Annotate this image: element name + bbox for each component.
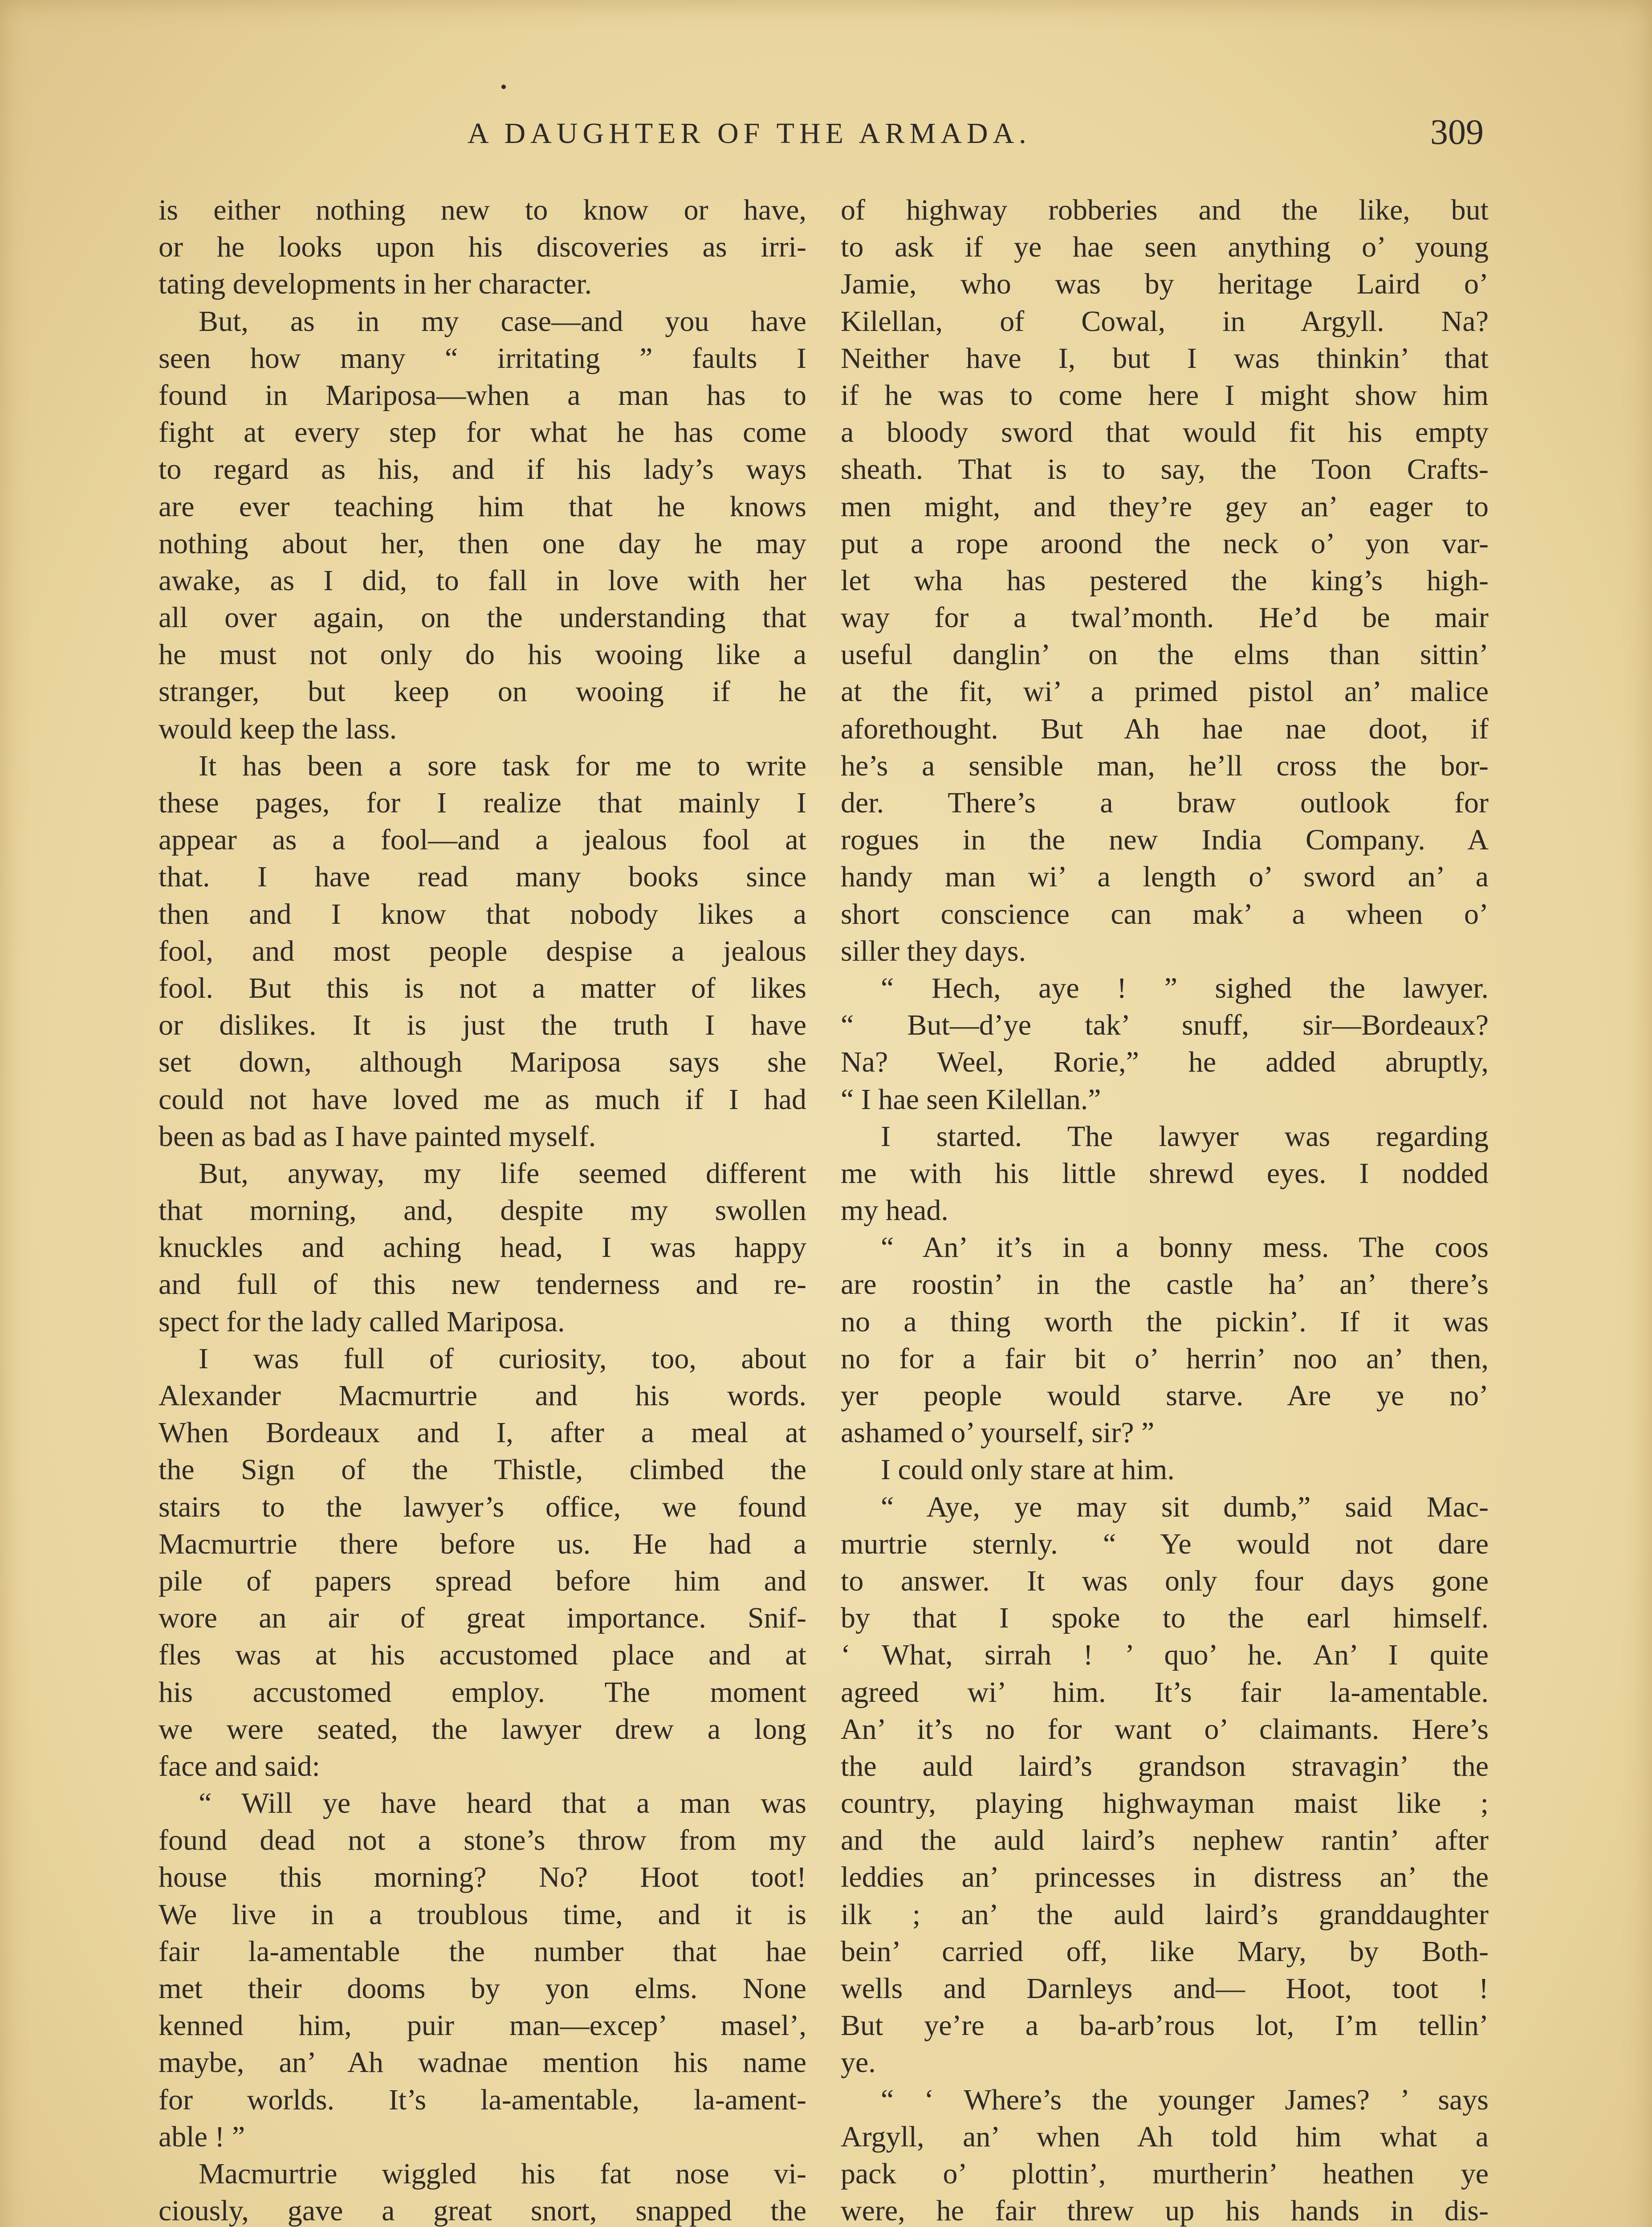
text-line: able ! ” bbox=[159, 2120, 245, 2153]
text-line: found dead not a stone’s throw from my bbox=[159, 1824, 806, 1857]
text-line: Na? Weel, Rorie,” he added abruptly, bbox=[841, 1046, 1489, 1079]
text-line: all over again, on the understanding that bbox=[159, 601, 806, 634]
running-title: A DAUGHTER OF THE ARMADA. bbox=[468, 117, 1031, 150]
text-line: are ever teaching him that he knows bbox=[159, 490, 806, 523]
right-column bbox=[841, 192, 1489, 2227]
text-line: aforethought. But Ah hae nae doot, if bbox=[841, 712, 1489, 745]
text-line: But, as in my case—and you have bbox=[199, 305, 806, 338]
text-line: fool, and most people despise a jealous bbox=[159, 934, 806, 967]
print-speck bbox=[501, 85, 506, 89]
text-line: “ Aye, ye may sit dumb,” said Mac- bbox=[881, 1490, 1489, 1523]
text-line: “ Will ye have heard that a man was bbox=[199, 1787, 806, 1820]
text-line: fight at every step for what he has come bbox=[159, 416, 806, 449]
text-line: to ask if ye hae seen anything o’ young bbox=[841, 231, 1489, 264]
text-line: pack o’ plottin’, murtherin’ heathen ye bbox=[841, 2157, 1489, 2190]
text-line: “ I hae seen Kilellan.” bbox=[841, 1083, 1101, 1116]
text-line: spect for the lady called Mariposa. bbox=[159, 1305, 565, 1338]
text-line: these pages, for I realize that mainly I bbox=[159, 787, 806, 819]
text-line: kenned him, puir man—excep’ masel’, bbox=[159, 2009, 806, 2042]
text-line: When Bordeaux and I, after a meal at bbox=[159, 1416, 806, 1449]
text-line: let wha has pestered the king’s high- bbox=[841, 564, 1489, 597]
text-line: “ An’ it’s in a bonny mess. The coos bbox=[881, 1231, 1489, 1264]
text-line: rogues in the new India Company. A bbox=[841, 824, 1489, 857]
text-line: We live in a troublous time, and it is bbox=[159, 1898, 806, 1931]
text-line: or dislikes. It is just the truth I have bbox=[159, 1009, 806, 1042]
text-line: Macmurtrie wiggled his fat nose vi- bbox=[199, 2157, 806, 2190]
text-line: knuckles and aching head, I was happy bbox=[159, 1231, 806, 1264]
text-line: to answer. It was only four days gone bbox=[841, 1564, 1489, 1597]
text-line: agreed wi’ him. It’s fair la-amentable. bbox=[841, 1676, 1489, 1709]
text-line: face and said: bbox=[159, 1750, 320, 1782]
text-line: wore an air of great importance. Snif- bbox=[159, 1602, 806, 1635]
text-line: Jamie, who was by heritage Laird o’ bbox=[841, 268, 1489, 301]
text-line: ciously, gave a great snort, snapped the bbox=[159, 2194, 806, 2227]
text-line: and the auld laird’s nephew rantin’ after bbox=[841, 1824, 1489, 1857]
left-column bbox=[159, 192, 806, 2227]
text-line: useful danglin’ on the elms than sittin’ bbox=[841, 638, 1489, 671]
text-line: ashamed o’ yourself, sir? ” bbox=[841, 1416, 1155, 1449]
text-line: pile of papers spread before him and bbox=[159, 1564, 806, 1597]
text-line: Argyll, an’ when Ah told him what a bbox=[841, 2120, 1489, 2153]
text-line: der. There’s a braw outlook for bbox=[841, 787, 1489, 819]
text-line: stairs to the lawyer’s office, we found bbox=[159, 1490, 806, 1523]
text-line: could not have loved me as much if I had bbox=[159, 1083, 806, 1116]
text-line: murtrie sternly. “ Ye would not dare bbox=[841, 1527, 1489, 1560]
text-line: It has been a sore task for me to write bbox=[199, 749, 806, 782]
text-line: the auld laird’s grandson stravagin’ the bbox=[841, 1750, 1489, 1782]
text-line: But ye’re a ba-arb’rous lot, I’m tellin’ bbox=[841, 2009, 1489, 2042]
text-line: me with his little shrewd eyes. I nodded bbox=[841, 1157, 1489, 1190]
text-line: met their dooms by yon elms. None bbox=[159, 1972, 806, 2005]
text-line: at the fit, wi’ a primed pistol an’ malice bbox=[841, 675, 1489, 708]
text-line: by that I spoke to the earl himself. bbox=[841, 1602, 1489, 1635]
text-line: put a rope aroond the neck o’ yon var- bbox=[841, 527, 1489, 560]
text-line: sheath. That is to say, the Toon Crafts- bbox=[841, 453, 1489, 486]
text-line: Kilellan, of Cowal, in Argyll. Na? bbox=[841, 305, 1489, 338]
text-line: my head. bbox=[841, 1194, 948, 1227]
text-line: maybe, an’ Ah wadnae mention his name bbox=[159, 2046, 806, 2079]
text-line: would keep the lass. bbox=[159, 712, 397, 745]
text-line: ye. bbox=[841, 2046, 876, 2079]
text-line: were, he fair threw up his hands in dis- bbox=[841, 2194, 1489, 2227]
text-line: that morning, and, despite my swollen bbox=[159, 1194, 806, 1227]
text-line: then and I know that nobody likes a bbox=[159, 897, 806, 930]
text-line: seen how many “ irritating ” faults I bbox=[159, 342, 806, 375]
text-line: awake, as I did, to fall in love with her bbox=[159, 564, 806, 597]
text-line: fair la-amentable the number that hae bbox=[159, 1935, 806, 1968]
text-line: we were seated, the lawyer drew a long bbox=[159, 1713, 806, 1746]
text-line: found in Mariposa—when a man has to bbox=[159, 379, 806, 412]
text-line: nothing about her, then one day he may bbox=[159, 527, 806, 560]
text-line: Alexander Macmurtrie and his words. bbox=[159, 1379, 806, 1412]
text-line: Neither have I, but I was thinkin’ that bbox=[841, 342, 1489, 375]
text-line: way for a twal’month. He’d be mair bbox=[841, 601, 1489, 634]
text-line: stranger, but keep on wooing if he bbox=[159, 675, 806, 708]
text-line: no for a fair bit o’ herrin’ noo an’ then, bbox=[841, 1342, 1489, 1375]
text-line: bein’ carried off, like Mary, by Both- bbox=[841, 1935, 1489, 1968]
text-line: I started. The lawyer was regarding bbox=[881, 1120, 1489, 1153]
text-line: ‘ What, sirrah ! ’ quo’ he. An’ I quite bbox=[841, 1639, 1489, 1672]
text-line: country, playing highwayman maist like ; bbox=[841, 1787, 1489, 1820]
text-line: fool. But this is not a matter of likes bbox=[159, 971, 806, 1004]
text-line: his accustomed employ. The moment bbox=[159, 1676, 806, 1709]
text-line: that. I have read many books since bbox=[159, 861, 806, 893]
text-line: leddies an’ princesses in distress an’ the bbox=[841, 1861, 1489, 1894]
text-line: fles was at his accustomed place and at bbox=[159, 1639, 806, 1672]
text-line: and full of this new tenderness and re- bbox=[159, 1268, 806, 1301]
text-line: set down, although Mariposa says she bbox=[159, 1046, 806, 1079]
text-line: handy man wi’ a length o’ sword an’ a bbox=[841, 861, 1489, 893]
text-line: are roostin’ in the castle ha’ an’ there’s bbox=[841, 1268, 1489, 1301]
text-line: he must not only do his wooing like a bbox=[159, 638, 806, 671]
text-line: appear as a fool—and a jealous fool at bbox=[159, 824, 806, 857]
text-line: or he looks upon his discoveries as irri- bbox=[159, 231, 806, 264]
text-line: he’s a sensible man, he’ll cross the bor- bbox=[841, 749, 1489, 782]
text-line: wells and Darnleys and— Hoot, toot ! bbox=[841, 1972, 1489, 2005]
text-line: been as bad as I have painted myself. bbox=[159, 1120, 596, 1153]
text-line: short conscience can mak’ a wheen o’ bbox=[841, 897, 1489, 930]
text-line: tating developments in her character. bbox=[159, 268, 592, 301]
text-line: But, anyway, my life seemed different bbox=[199, 1157, 806, 1190]
text-line: Macmurtrie there before us. He had a bbox=[159, 1527, 806, 1560]
text-line: is either nothing new to know or have, bbox=[159, 194, 806, 226]
page-number: 309 bbox=[1430, 113, 1484, 152]
text-line: no a thing worth the pickin’. If it was bbox=[841, 1305, 1489, 1338]
text-line: the Sign of the Thistle, climbed the bbox=[159, 1453, 806, 1486]
text-line: to regard as his, and if his lady’s ways bbox=[159, 453, 806, 486]
text-line: “ ‘ Where’s the younger James? ’ says bbox=[881, 2083, 1489, 2116]
text-line: I was full of curiosity, too, about bbox=[199, 1342, 806, 1375]
text-line: I could only stare at him. bbox=[881, 1453, 1175, 1486]
text-line: ilk ; an’ the auld laird’s granddaughter bbox=[841, 1898, 1489, 1931]
text-line: if he was to come here I might show him bbox=[841, 379, 1489, 412]
text-line: house this morning? No? Hoot toot! bbox=[159, 1861, 806, 1894]
text-line: men might, and they’re gey an’ eager to bbox=[841, 490, 1489, 523]
text-line: yer people would starve. Are ye no’ bbox=[841, 1379, 1489, 1412]
text-line: “ But—d’ye tak’ snuff, sir—Bordeaux? bbox=[841, 1009, 1489, 1042]
text-line: for worlds. It’s la-amentable, la-ament- bbox=[159, 2083, 806, 2116]
text-line: a bloody sword that would fit his empty bbox=[841, 416, 1489, 449]
text-line: “ Hech, aye ! ” sighed the lawyer. bbox=[881, 971, 1489, 1004]
text-line: siller they days. bbox=[841, 934, 1026, 967]
text-line: An’ it’s no for want o’ claimants. Here’s bbox=[841, 1713, 1489, 1746]
text-line: of highway robberies and the like, but bbox=[841, 194, 1489, 226]
